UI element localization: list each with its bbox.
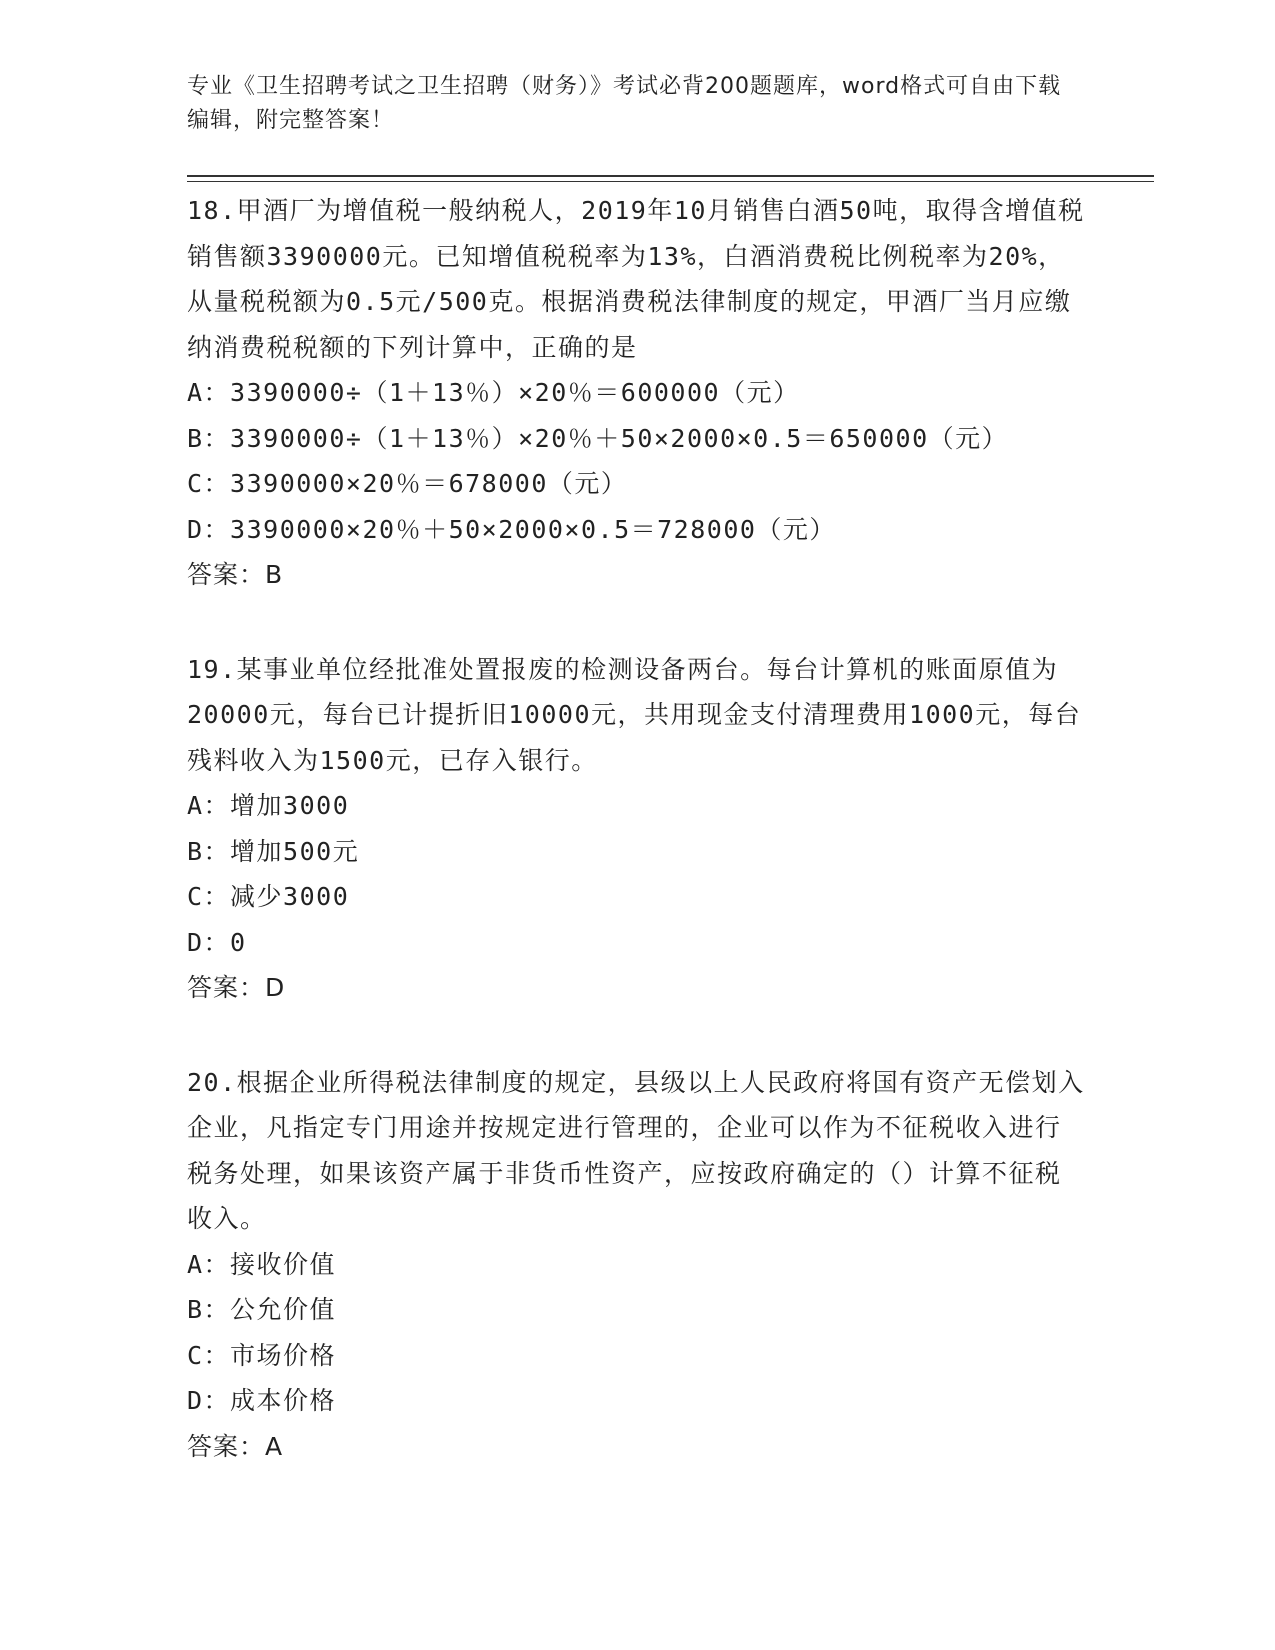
option-d: D：0 <box>187 927 247 957</box>
question-list <box>187 188 1087 1518</box>
answer: 答案：B <box>187 560 284 589</box>
header-divider-thin <box>187 181 1154 182</box>
option-c: C：市场价格 <box>187 1340 337 1370</box>
option-b: B：公允价值 <box>187 1295 337 1324</box>
question-stem: 19.某事业单位经批准处置报废的检测设备两台。每台计算机的账面原值为20000元，每台已计提折旧10000元，共用现金支付清理费用1000元，每台残料收入为1500元，已存入银行。 <box>187 654 1082 775</box>
option-b: B：3390000÷（1＋13％）×20％＋50×2000×0.5＝650000（元） <box>187 423 1009 453</box>
question-19 <box>187 647 1087 1011</box>
option-a: A：增加3000 <box>187 791 350 820</box>
header-divider <box>187 175 1154 177</box>
answer: 答案：D <box>187 973 286 1002</box>
document-header: 专业《卫生招聘考试之卫生招聘（财务）》考试必背200题题库，word格式可自由下载编辑，附完整答案！ <box>187 74 1062 133</box>
option-d: D：3390000×20％＋50×2000×0.5＝728000（元） <box>187 514 836 544</box>
option-a: A：3390000÷（1＋13％）×20％＝600000（元） <box>187 378 800 407</box>
option-b: B：增加500元 <box>187 836 360 866</box>
question-stem: 20.根据企业所得税法律制度的规定，县级以上人民政府将国有资产无偿划入企业，凡指定专门用途并按规定进行管理的，企业可以作为不征税收入进行税务处理，如果该资产属于非货币性资产，应按政府确定的（）计算不征税收入。 <box>187 1067 1085 1233</box>
question-18 <box>187 188 1087 598</box>
answer: 答案：A <box>187 1431 284 1461</box>
option-c: C：3390000×20％＝678000（元） <box>187 469 628 498</box>
question-20 <box>187 1060 1087 1470</box>
question-stem: 18.甲酒厂为增值税一般纳税人，2019年10月销售白酒50吨，取得含增值税销售额3390000元。已知增值税税率为13%，白酒消费税比例税率为20%，从量税税额为0.5元/500克。根据消费税法律制度的规定，甲酒厂当月应缴纳消费税税额的下列计算中，正确的是 <box>187 196 1085 362</box>
option-c: C：减少3000 <box>187 882 350 911</box>
option-a: A：接收价值 <box>187 1249 337 1279</box>
option-d: D：成本价格 <box>187 1386 337 1415</box>
